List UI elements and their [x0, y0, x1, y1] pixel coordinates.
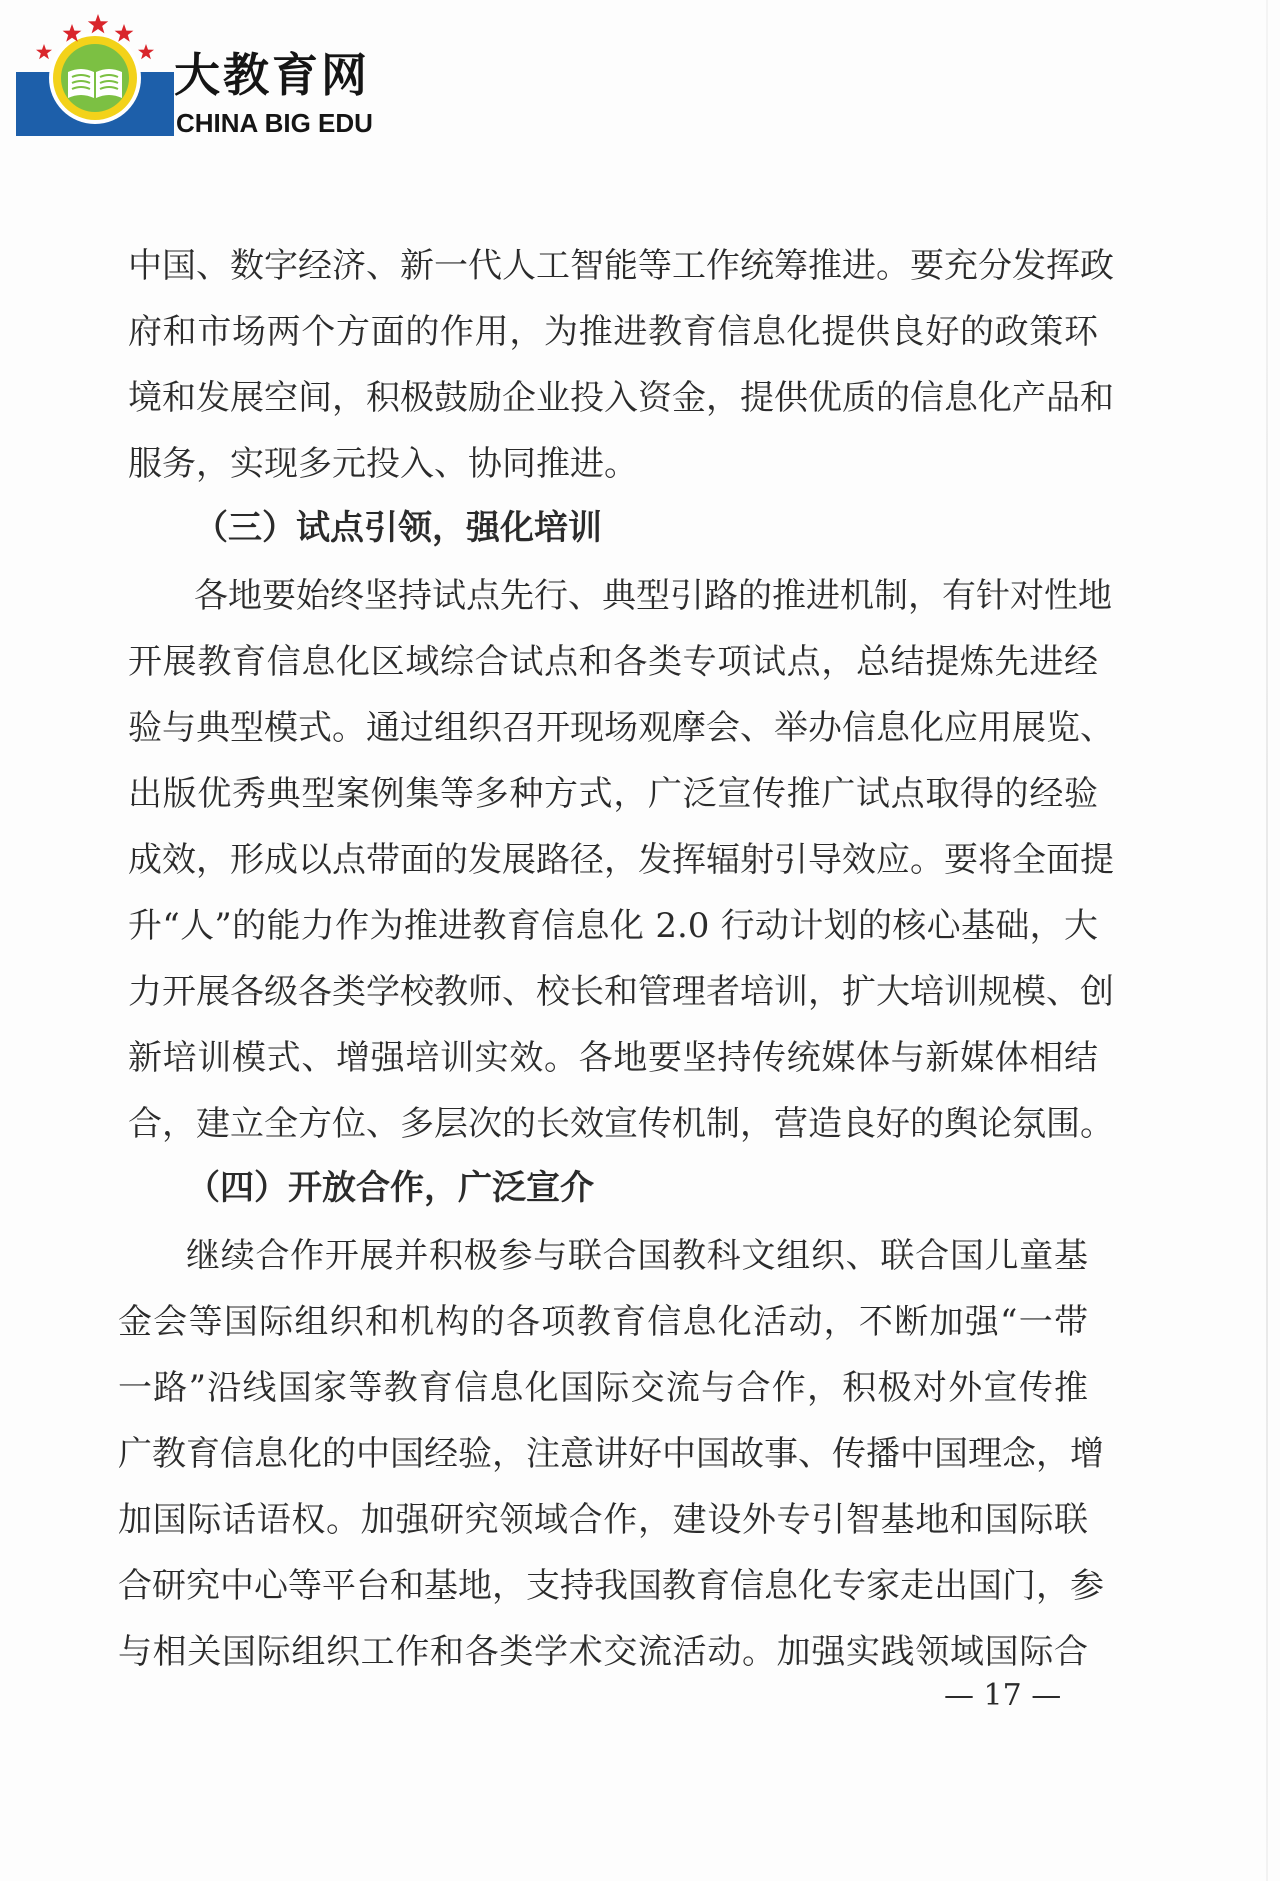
site-logo[interactable]	[16, 14, 396, 136]
text-line: 各地要始终坚持试点先行、典型引路的推进机制，有针对性地	[194, 576, 1112, 616]
logo-english-name: CHINA BIG EDU	[176, 108, 373, 138]
logo-emblem-icon	[16, 14, 174, 136]
text-line: 合研究中心等平台和基地，支持我国教育信息化专家走出国门，参	[118, 1566, 1104, 1606]
scan-edge	[1266, 0, 1268, 1881]
page-number: — 17 —	[944, 1678, 1062, 1713]
text-line: 与相关国际组织工作和各类学术交流活动。加强实践领域国际合	[118, 1632, 1088, 1672]
text-line: 验与典型模式。通过组织召开现场观摩会、举办信息化应用展览、	[128, 708, 1114, 748]
text-line: 力开展各级各类学校教师、校长和管理者培训，扩大培训规模、创	[128, 972, 1114, 1012]
text-line: 中国、数字经济、新一代人工智能等工作统筹推进。要充分发挥政	[128, 246, 1114, 286]
text-line: 合，建立全方位、多层次的长效宣传机制，营造良好的舆论氛围。	[128, 1104, 1114, 1144]
section-heading-4: （四）开放合作，广泛宣介	[186, 1168, 594, 1208]
text-line: 成效，形成以点带面的发展路径，发挥辐射引导效应。要将全面提	[128, 840, 1114, 880]
text-line: 继续合作开展并积极参与联合国教科文组织、联合国儿童基	[186, 1236, 1088, 1276]
text-line: 广教育信息化的中国经验，注意讲好中国故事、传播中国理念，增	[118, 1434, 1104, 1474]
logo-chinese-name: 大教育网	[174, 48, 370, 102]
text-line: 升“人”的能力作为推进教育信息化 2.0 行动计划的核心基础，大	[128, 906, 1098, 946]
text-line: 金会等国际组织和机构的各项教育信息化活动，不断加强“一带	[118, 1302, 1088, 1342]
text-line: 出版优秀典型案例集等多种方式，广泛宣传推广试点取得的经验	[128, 774, 1098, 814]
text-line: 加国际话语权。加强研究领域合作，建设外专引智基地和国际联	[118, 1500, 1088, 1540]
text-line: 新培训模式、增强培训实效。各地要坚持传统媒体与新媒体相结	[128, 1038, 1098, 1078]
text-line: 府和市场两个方面的作用，为推进教育信息化提供良好的政策环	[128, 312, 1098, 352]
text-line: 开展教育信息化区域综合试点和各类专项试点，总结提炼先进经	[128, 642, 1098, 682]
text-line: 服务，实现多元投入、协同推进。	[128, 444, 638, 484]
text-line: 一路”沿线国家等教育信息化国际交流与合作，积极对外宣传推	[118, 1368, 1088, 1408]
section-heading-3: （三）试点引领，强化培训	[194, 508, 602, 548]
text-line: 境和发展空间，积极鼓励企业投入资金，提供优质的信息化产品和	[128, 378, 1114, 418]
